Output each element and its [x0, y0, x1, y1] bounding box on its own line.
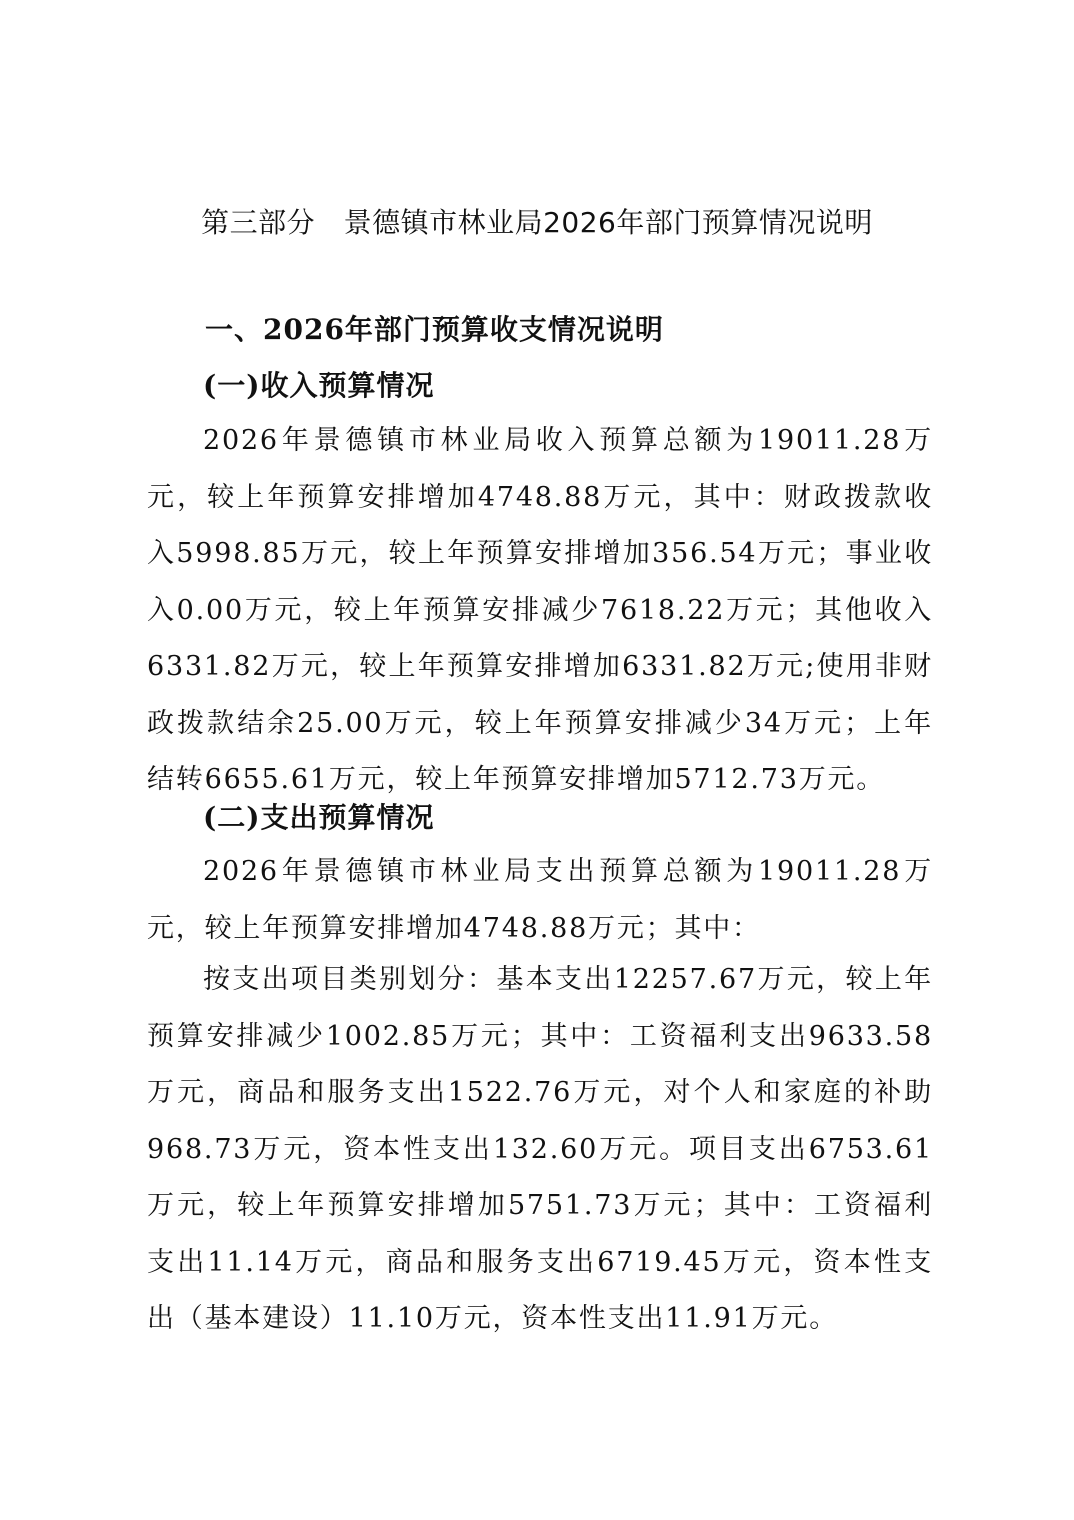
expenditure-breakdown-paragraph: 按支出项目类别划分：基本支出12257.67万元，较上年预算安排减少1002.85万元；其中：工资福利支出9633.58万元，商品和服务支出1522.76万元，对个人和家庭的补助968.73万元，资本性支出132.60万元。项目支出6753.61万元，较上年预算安排增加5751.73万元；其中：工资福利支出11.14万元，商品和服务支出6719.45万元，资本性支出（基本建设）11.10万元，资本性支出11.91万元。 — [147, 964, 933, 1334]
subsection-heading-expenditure: (二)支出预算情况 — [203, 801, 435, 834]
subsection-heading-income: (一)收入预算情况 — [203, 369, 435, 402]
section-heading-budget-overview: 一、2026年部门预算收支情况说明 — [205, 313, 664, 346]
page-title: 第三部分 景德镇市林业局2026年部门预算情况说明 — [201, 206, 873, 239]
income-paragraph: 2026年景德镇市林业局收入预算总额为19011.28万元，较上年预算安排增加4748.88万元，其中：财政拨款收入5998.85万元，较上年预算安排增加356.54万元；事业收入0.00万元，较上年预算安排减少7618.22万元；其他收入6331.82万元，较上年预算安排增加6331.82万元;使用非财政拨款结余25.00万元，较上年预算安排减少34万元；上年结转6655.61万元，较上年预算安排增加5712.73万元。 — [147, 425, 933, 795]
expenditure-total-paragraph: 2026年景德镇市林业局支出预算总额为19011.28万元，较上年预算安排增加4748.88万元；其中： — [147, 856, 933, 944]
